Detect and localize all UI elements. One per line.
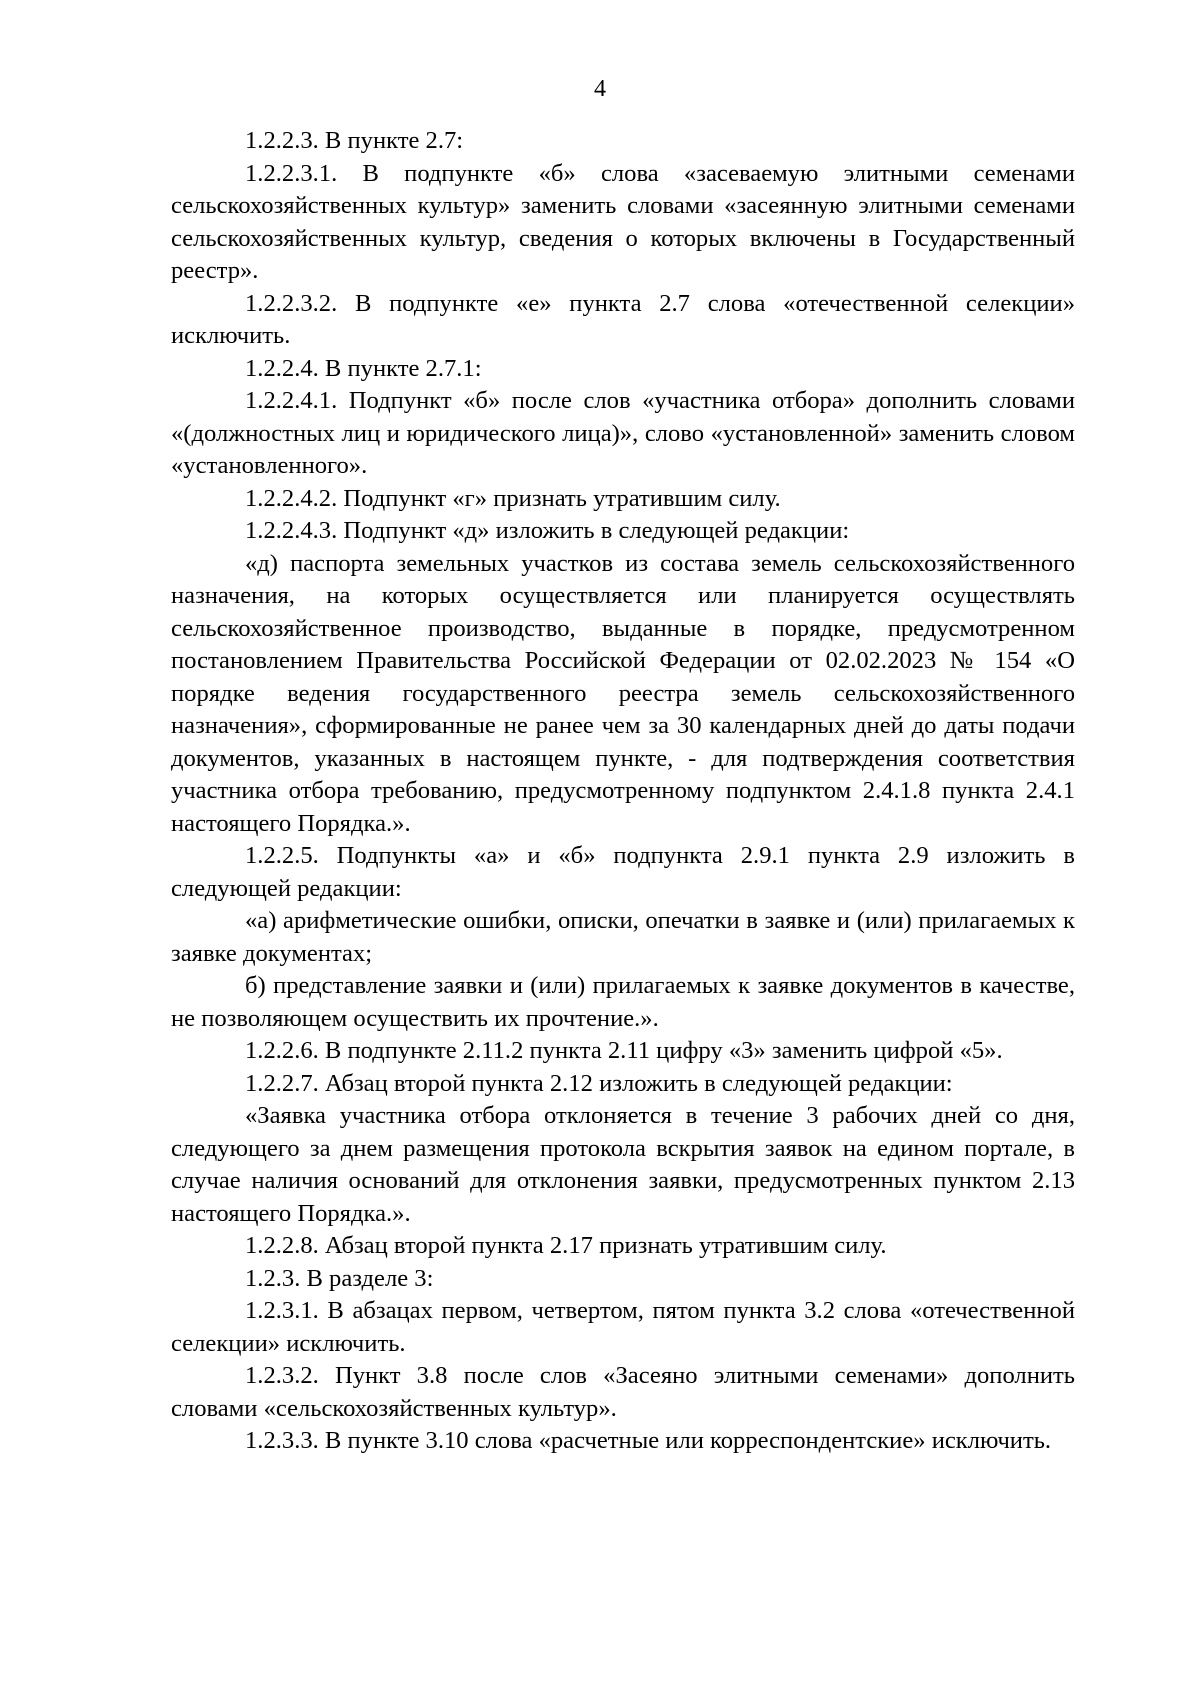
paragraph: 1.2.2.4. В пункте 2.7.1:: [245, 354, 482, 382]
paragraph: 1.2.2.4.3. Подпункт «д» изложить в следующей редакции:: [245, 517, 850, 544]
paragraph: 1.2.2.4.1. Подпункт «б» после слов «участника отбора» дополнить словами «(должностных лиц и юридического лица)», слово «установленной» заменить словом «установленного».: [171, 387, 1075, 479]
document-body: [171, 125, 1075, 1458]
paragraph: «д) паспорта земельных участков из состава земель сельскохозяйственного назначения, на которых осуществляется или планируется осуществлять сельскохозяйственное производство, выданные в порядке, предусмотренном постановлением Правительства Российской Федерации от 02.02.2023 № 154 «О порядке ведения государственного реестра земель сельскохозяйственного назначения», сформированные не ранее чем за 30 календарных дней до даты подачи документов, указанных в настоящем пункте, - для подтверждения соответствия участника отбора требованию, предусмотренному подпунктом 2.4.1.8 пункта 2.4.1 настоящего Порядка.».: [171, 549, 1075, 837]
paragraph: 1.2.2.8. Абзац второй пункта 2.17 признать утратившим силу.: [245, 1232, 887, 1259]
page-number: 4: [594, 76, 606, 102]
paragraph: 1.2.3.3. В пункте 3.10 слова «расчетные или корреспондентские» исключить.: [245, 1427, 1052, 1454]
paragraph: 1.2.2.3.1. В подпункте «б» слова «засеваемую элитными семенами сельскохозяйственных культур» заменить словами «засеянную элитными семенами сельскохозяйственных культур, сведения о которых включены в Государственный реестр».: [171, 159, 1075, 284]
paragraph: 1.2.2.3. В пункте 2.7:: [245, 127, 464, 154]
paragraph: 1.2.3.2. Пункт 3.8 после слов «Засеяно элитными семенами» дополнить словами «сельскохозяйственных культур».: [171, 1362, 1075, 1422]
paragraph: 1.2.3.1. В абзацах первом, четвертом, пятом пункта 3.2 слова «отечественной селекции» исключить.: [171, 1297, 1075, 1357]
paragraph: б) представление заявки и (или) прилагаемых к заявке документов в качестве, не позволяющем осуществить их прочтение.».: [171, 972, 1075, 1032]
paragraph: «а) арифметические ошибки, описки, опечатки в заявке и (или) прилагаемых к заявке документах;: [171, 907, 1075, 967]
paragraph: «Заявка участника отбора отклоняется в течение 3 рабочих дней со дня, следующего за днем размещения протокола вскрытия заявок на едином портале, в случае наличия оснований для отклонения заявки, предусмотренных пунктом 2.13 настоящего Порядка.».: [171, 1102, 1075, 1227]
paragraph: 1.2.2.4.2. Подпункт «г» признать утратившим силу.: [245, 484, 781, 512]
paragraph: 1.2.2.5. Подпункты «а» и «б» подпункта 2.9.1 пункта 2.9 изложить в следующей редакции:: [171, 842, 1075, 902]
paragraph: 1.2.2.6. В подпункте 2.11.2 пункта 2.11 цифру «3» заменить цифрой «5».: [245, 1037, 1003, 1064]
paragraph: 1.2.3. В разделе 3:: [245, 1264, 434, 1292]
paragraph: 1.2.2.3.2. В подпункте «е» пункта 2.7 слова «отечественной селекции» исключить.: [171, 289, 1075, 349]
paragraph: 1.2.2.7. Абзац второй пункта 2.12 изложить в следующей редакции:: [245, 1069, 953, 1097]
